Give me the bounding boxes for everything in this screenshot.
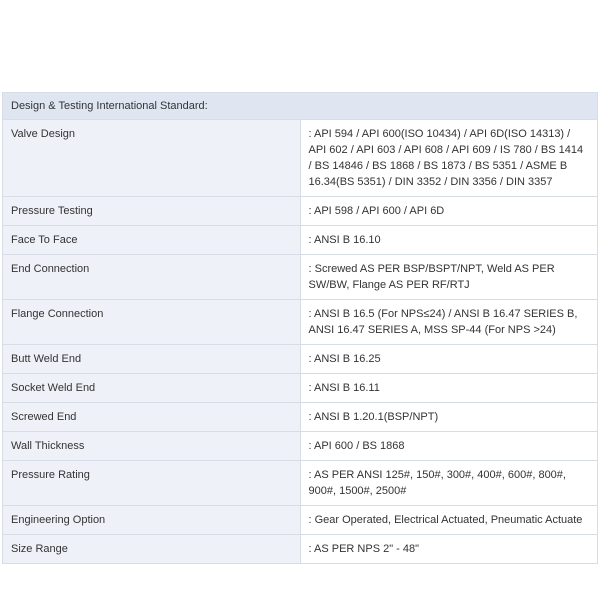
table-row: [3, 432, 598, 461]
table-header: Design & Testing International Standard:: [3, 93, 598, 120]
row-label: End Connection: [3, 255, 301, 300]
row-label: Screwed End: [3, 403, 301, 432]
table-row: [3, 226, 598, 255]
row-value: : ANSI B 16.5 (For NPS≤24) / ANSI B 16.47 SERIES B, ANSI 16.47 SERIES A, MSS SP-44 (For NPS >24): [300, 300, 598, 345]
row-value: : ANSI B 16.11: [300, 374, 598, 403]
row-value: : ANSI B 16.10: [300, 226, 598, 255]
row-value: : AS PER ANSI 125#, 150#, 300#, 400#, 600#, 800#, 900#, 1500#, 2500#: [300, 461, 598, 506]
table-row: [3, 403, 598, 432]
row-label: Face To Face: [3, 226, 301, 255]
table-row: [3, 345, 598, 374]
table-row: [3, 535, 598, 564]
table-header-row: [3, 93, 598, 120]
row-value: : API 594 / API 600(ISO 10434) / API 6D(ISO 14313) / API 602 / API 603 / API 608 / API 609 / IS 780 / BS 1414 / BS 14846 / BS 1868 / BS 1873 / BS 5351 / ASME B 16.34(BS 5351) / DIN 3352 / DIN 3356 / DIN 3357: [300, 120, 598, 197]
row-label: Valve Design: [3, 120, 301, 197]
row-value: : ANSI B 1.20.1(BSP/NPT): [300, 403, 598, 432]
row-value: : API 598 / API 600 / API 6D: [300, 197, 598, 226]
row-label: Pressure Testing: [3, 197, 301, 226]
row-label: Socket Weld End: [3, 374, 301, 403]
row-label: Flange Connection: [3, 300, 301, 345]
row-label: Pressure Rating: [3, 461, 301, 506]
table-row: [3, 197, 598, 226]
table-row: [3, 461, 598, 506]
table-row: [3, 120, 598, 197]
row-value: : API 600 / BS 1868: [300, 432, 598, 461]
table-row: [3, 300, 598, 345]
table-row: [3, 374, 598, 403]
spec-table: [2, 92, 598, 564]
row-label: Engineering Option: [3, 506, 301, 535]
row-value: : Screwed AS PER BSP/BSPT/NPT, Weld AS PER SW/BW, Flange AS PER RF/RTJ: [300, 255, 598, 300]
row-value: : Gear Operated, Electrical Actuated, Pneumatic Actuate: [300, 506, 598, 535]
row-label: Wall Thickness: [3, 432, 301, 461]
row-value: : AS PER NPS 2" - 48": [300, 535, 598, 564]
table-row: [3, 255, 598, 300]
table-row: [3, 506, 598, 535]
row-label: Butt Weld End: [3, 345, 301, 374]
row-value: : ANSI B 16.25: [300, 345, 598, 374]
row-label: Size Range: [3, 535, 301, 564]
